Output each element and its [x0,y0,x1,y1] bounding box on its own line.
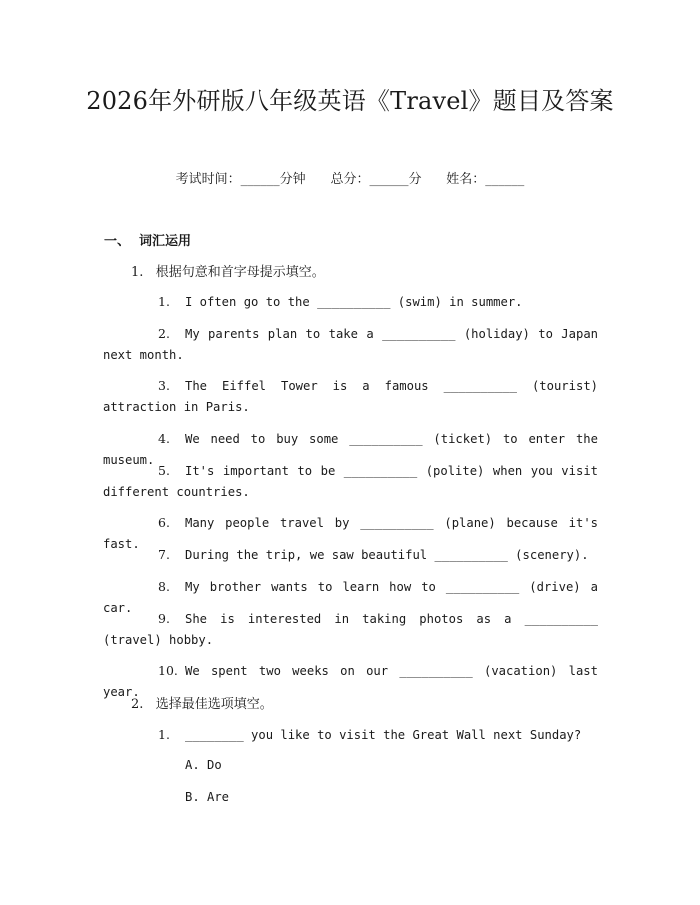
question-number: 1. [158,294,170,309]
section-heading-vocabulary: 一、 词汇运用 [104,234,192,249]
question-number: 5. [158,463,170,478]
student-name-label: 姓名：______ [446,172,525,187]
question-group-label: 1. 根据句意和首字母提示填空。 [131,265,325,280]
answer-option-b: B. Are [185,790,230,804]
question-number: 1. [158,727,170,742]
question-text: She is interested in taking photos as a __________ (travel) hobby. [103,612,598,647]
question-item [103,724,598,746]
question-number: 9. [158,611,170,626]
exam-info-line [0,168,700,187]
question-text: I often go to the __________ (swim) in summer. [185,295,523,309]
question-number: 10. [158,663,178,678]
question-number: 6. [158,515,170,530]
question-item [103,323,598,366]
question-item [103,375,598,418]
question-text: We spent two weeks on our __________ (vacation) last year. [103,664,598,699]
answer-option-a: A. Do [185,758,222,772]
question-item [103,460,598,503]
question-text: During the trip, we saw beautiful __________ (scenery). [185,548,589,562]
question-item [103,608,598,651]
document-title: 2026年外研版八年级英语《Travel》题目及答案 [86,87,614,115]
question-item [103,544,598,566]
total-score-label: 总分：______分 [330,172,422,187]
question-text: My brother wants to learn how to __________ (drive) a car. [103,580,598,615]
question-number: 8. [158,579,170,594]
question-item [103,291,598,313]
question-number: 4. [158,431,170,446]
question-text: My parents plan to take a __________ (holiday) to Japan next month. [103,327,598,362]
exam-time-label: 考试时间：______分钟 [175,172,306,187]
question-text: ________ you like to visit the Great Wall next Sunday? [185,728,582,742]
question-group-label: 2. 选择最佳选项填空。 [131,697,273,712]
question-text: Many people travel by __________ (plane) because it's fast. [103,516,598,551]
question-number: 2. [158,326,170,341]
question-number: 3. [158,378,170,393]
question-number: 7. [158,547,170,562]
question-text: It's important to be __________ (polite) when you visit different countries. [103,464,598,499]
question-text: The Eiffel Tower is a famous __________ (tourist) attraction in Paris. [103,379,598,414]
question-text: We need to buy some __________ (ticket) to enter the museum. [103,432,598,467]
